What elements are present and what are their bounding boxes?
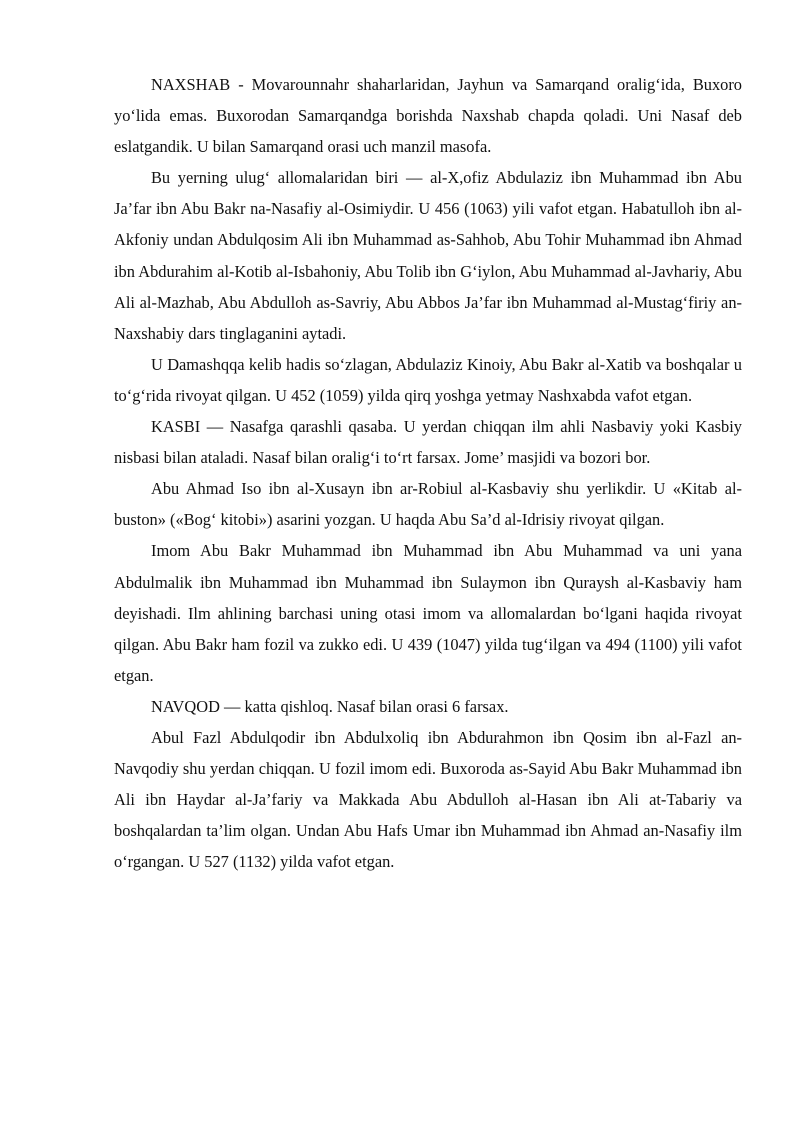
paragraph-abdulaziz: Bu yerning ulug‘ allomalaridan biri — al-X,ofiz Abdulaziz ibn Muhammad ibn Abu Ja’far ibn Abu Bakr na-Nasafiy al-Osimiydir. U 456 (1063) yili vafot etgan. Habatulloh ibn al-Akfoniy undan Abdulqosim Ali ibn Muhammad as-Sahhob, Abu Tohir Muhammad ibn Ahmad ibn Abdurahim al-Kotib al-Isbahoniy, Abu Tolib ibn G‘iylon, Abu Muhammad al-Javhariy, Abu Ali al-Mazhab, Abu Abdulloh as-Savriy, Abu Abbos Ja’far ibn Muhammad al-Mustag‘firiy an-Naxshabiy dars tinglaganini aytadi.: [114, 168, 742, 343]
paragraph-kasbi: KASBI — Nasafga qarashli qasaba. U yerdan chiqqan ilm ahli Nasbaviy yoki Kasbiy nisbasi bilan ataladi. Nasaf bilan oralig‘i to‘rt farsax. Jome’ masjidi va bozori bor.: [114, 417, 742, 468]
paragraph-damashq: U Damashqqa kelib hadis so‘zlagan, Abdulaziz Kinoiy, Abu Bakr al-Xatib va boshqalar u to‘g‘rida rivoyat qilgan. U 452 (1059) yilda qirq yoshga yetmay Nashxabda vafot etgan.: [114, 354, 742, 405]
document-page: [114, 69, 742, 877]
paragraph-navqod: NAVQOD — katta qishloq. Nasaf bilan orasi 6 farsax.: [151, 696, 509, 716]
paragraph-imom-abu-bakr: Imom Abu Bakr Muhammad ibn Muhammad ibn Abu Muhammad va uni yana Abdulmalik ibn Muhammad ibn Muhammad ibn Sulaymon ibn Quraysh al-Kasbaviy ham deyishadi. Ilm ahlining barchasi uning otasi imom va allomalardan bo‘lgani haqida rivoyat qilgan. Abu Bakr ham fozil va zukko edi. U 439 (1047) yilda tug‘ilgan va 494 (1100) yili vafot etgan.: [114, 541, 742, 685]
paragraph-abu-ahmad-iso: Abu Ahmad Iso ibn al-Xusayn ibn ar-Robiul al-Kasbaviy shu yerlikdir. U «Kitab al-buston» («Bog‘ kitobi») asarini yozgan. U haqda Abu Sa’d al-Idrisiy rivoyat qilgan.: [114, 479, 742, 530]
paragraph-abul-fazl: Abul Fazl Abdulqodir ibn Abdulxoliq ibn Abdurahmon ibn Qosim ibn al-Fazl an-Navqodiy shu yerdan chiqqan. U fozil imom edi. Buxoroda as-Sayid Abu Bakr Muhammad ibn Ali ibn Haydar al-Ja’fariy va Makkada Abu Abdulloh al-Hasan ibn Ali at-Tabariy va boshqalardan ta’lim olgan. Undan Abu Hafs Umar ibn Muhammad ibn Ahmad an-Nasafiy ilm o‘rgangan. U 527 (1132) yilda vafot etgan.: [114, 727, 742, 872]
paragraph-naxshab: NAXSHAB - Movarounnahr shaharlaridan, Jayhun va Samarqand oralig‘ida, Buxoro yo‘lida emas. Buxorodan Samarqandga borishda Naxshab chapda qoladi. Uni Nasaf deb eslatgandik. U bilan Samarqand orasi uch manzil masofa.: [114, 75, 742, 157]
